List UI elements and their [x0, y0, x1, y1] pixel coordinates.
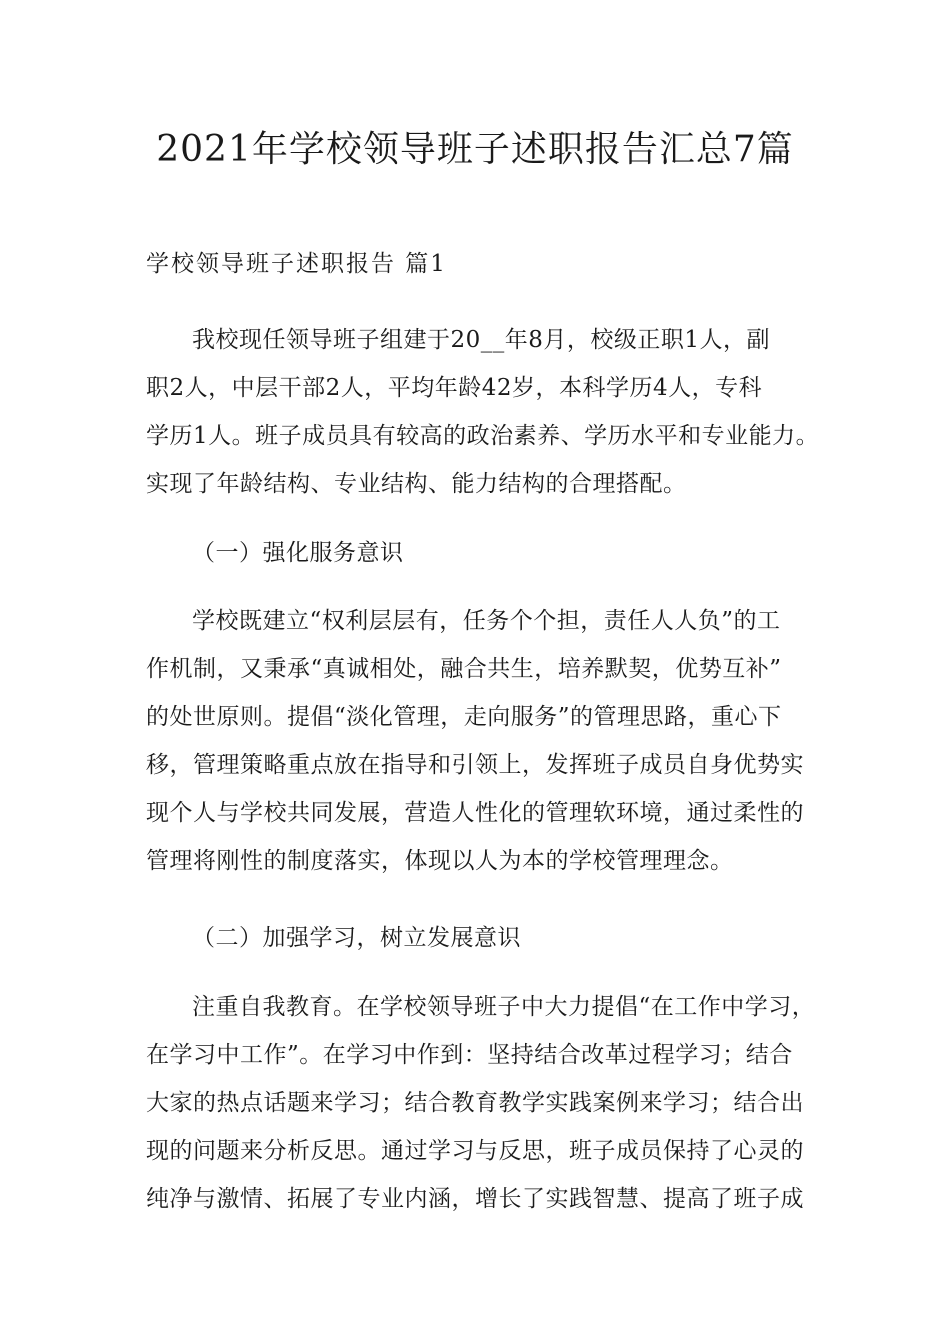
subheading: （一）强化服务意识: [192, 540, 404, 566]
paragraph-line: 实现了年龄结构、专业结构、能力结构的合理搭配。: [146, 471, 687, 497]
paragraph-line: 的处世原则。提倡“淡化管理，走向服务”的管理思路，重心下: [146, 704, 782, 730]
paragraph-line: 在学习中工作”。在学习中作到：坚持结合改革过程学习；结合: [146, 1042, 793, 1068]
paragraph-line: 大家的热点话题来学习；结合教育教学实践案例来学习；结合出: [146, 1090, 804, 1116]
paragraph-line: 管理将刚性的制度落实，体现以人为本的学校管理理念。: [146, 848, 734, 874]
paragraph-line: 作机制，又秉承“真诚相处，融合共生，培养默契，优势互补”: [146, 656, 782, 682]
paragraph-line: 现个人与学校共同发展，营造人性化的管理软环境，通过柔性的: [146, 800, 804, 826]
subheading: （二）加强学习，树立发展意识: [192, 925, 521, 951]
section-heading: 学校领导班子述职报告 篇1: [146, 251, 447, 277]
paragraph-line: 现的问题来分析反思。通过学习与反思，班子成员保持了心灵的: [146, 1138, 804, 1164]
paragraph-line: 注重自我教育。在学校领导班子中大力提倡“在工作中学习，: [192, 994, 816, 1020]
paragraph-line: 我校现任领导班子组建于20__年8月，校级正职1人，副: [192, 327, 771, 353]
paragraph-line: 职2人，中层干部2人，平均年龄42岁，本科学历4人，专科: [146, 375, 763, 401]
paragraph-line: 学历1人。班子成员具有较高的政治素养、学历水平和专业能力。: [146, 423, 820, 449]
document-title: 2021年学校领导班子述职报告汇总7篇: [156, 129, 794, 170]
paragraph-line: 学校既建立“权利层层有，任务个个担，责任人人负”的工: [192, 608, 781, 634]
paragraph-line: 纯净与激情、拓展了专业内涵，增长了实践智慧、提高了班子成: [146, 1186, 804, 1212]
paragraph-line: 移，管理策略重点放在指导和引领上，发挥班子成员自身优势实: [146, 752, 804, 778]
